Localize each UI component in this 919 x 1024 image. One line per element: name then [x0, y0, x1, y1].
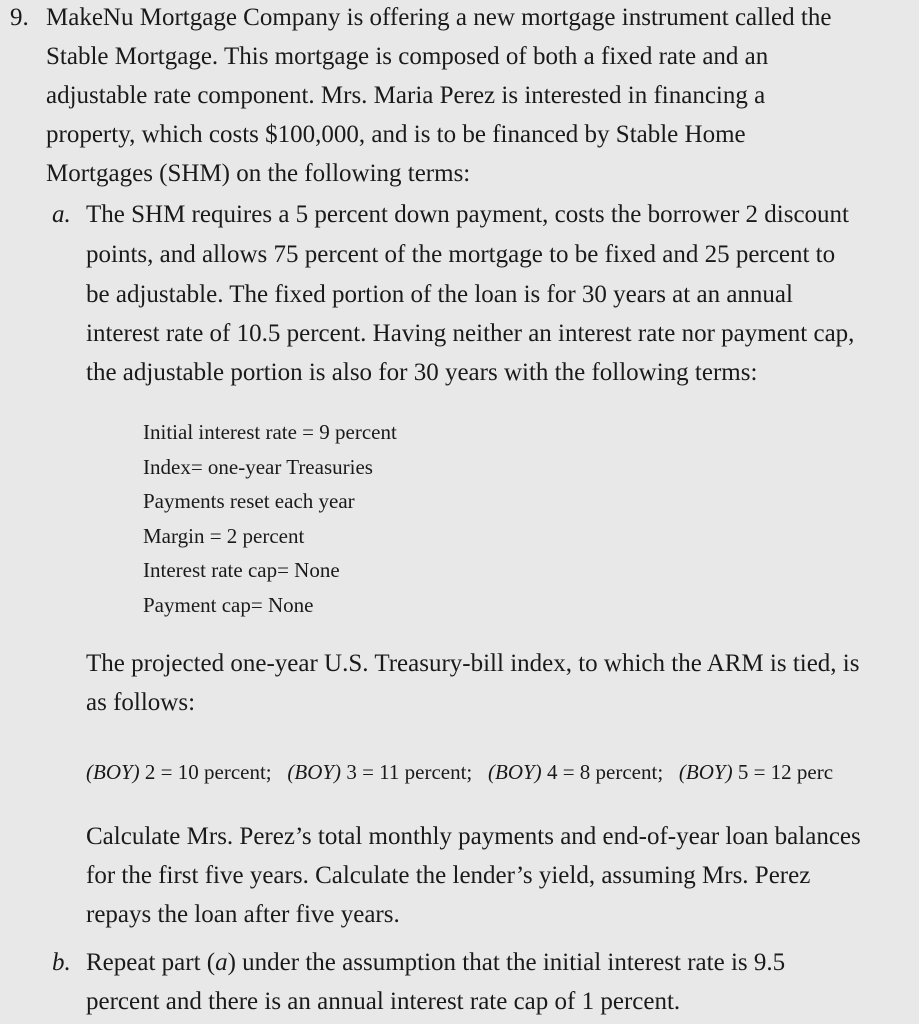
projection-year-2: (BOY) 2 = 10 percent; — [86, 760, 272, 784]
intro-line-5: Mortgages (SHM) on the following terms: — [46, 160, 471, 187]
question-number: 9. — [10, 4, 29, 31]
intro-line-3: adjustable rate component. Mrs. Maria Perez is interested in financing a — [46, 82, 766, 109]
task-line-3: repays the loan after five years. — [86, 901, 400, 928]
projection-year-5: (BOY) 5 = 12 perc — [678, 760, 834, 784]
part-a-line-4: interest rate of 10.5 percent. Having neither an interest rate nor payment cap, — [86, 320, 855, 347]
projection-year-4: (BOY) 4 = 8 percent; — [488, 760, 664, 784]
intro-line-4: property, which costs $100,000, and is to be financed by Stable Home — [46, 121, 746, 148]
term-interest-cap: Interest rate cap= None — [143, 558, 340, 582]
index-intro-line-1: The projected one-year U.S. Treasury-bill index, to which the ARM is tied, is — [86, 650, 860, 677]
projection-year-3: (BOY) 3 = 11 percent; — [287, 760, 473, 784]
part-a-line-3: be adjustable. The fixed portion of the loan is for 30 years at an annual — [86, 281, 793, 308]
term-payment-reset: Payments reset each year — [143, 489, 355, 513]
term-payment-cap: Payment cap= None — [143, 593, 314, 617]
part-a-line-5: the adjustable portion is also for 30 years with the following terms: — [86, 359, 758, 386]
part-a-line-1: The SHM requires a 5 percent down payment, costs the borrower 2 discount — [86, 201, 850, 228]
part-b-label: b. — [52, 949, 71, 976]
index-intro-line-2: as follows: — [86, 689, 196, 716]
task-line-2: for the first five years. Calculate the lender’s yield, assuming Mrs. Perez — [86, 862, 811, 889]
projected-index-values — [86, 758, 919, 786]
intro-line-1: MakeNu Mortgage Company is offering a new mortgage instrument called the — [46, 4, 832, 31]
part-a-label: a. — [52, 201, 71, 228]
part-b-line-1: Repeat part (a) under the assumption that the initial interest rate is 9.5 — [86, 949, 786, 976]
part-b-line-2: percent and there is an annual interest rate cap of 1 percent. — [86, 988, 681, 1015]
term-margin: Margin = 2 percent — [143, 524, 305, 548]
term-index: Index= one-year Treasuries — [143, 455, 373, 479]
term-initial-rate: Initial interest rate = 9 percent — [143, 420, 397, 444]
part-a-line-2: points, and allows 75 percent of the mortgage to be fixed and 25 percent to — [86, 241, 836, 268]
intro-line-2: Stable Mortgage. This mortgage is composed of both a fixed rate and an — [46, 43, 769, 70]
task-line-1: Calculate Mrs. Perez’s total monthly payments and end-of-year loan balances — [86, 823, 861, 850]
